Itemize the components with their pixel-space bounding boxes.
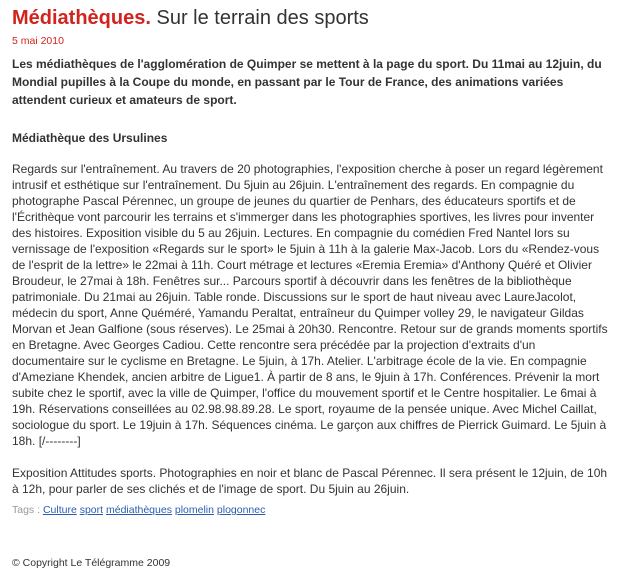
article-lead: Les médiathèques de l'agglomération de Quimper se mettent à la page du sport. Du 11mai au 12juin, du Mondial pupilles à la Coupe du monde, en passant par le Tour de France, des animations variées attendent curieux et amateurs de sport. (12, 57, 602, 107)
tag-link[interactable]: plomelin (174, 504, 214, 516)
tags-label: Tags : (12, 504, 41, 516)
article-body (12, 161, 610, 497)
body-paragraph: Exposition Attitudes sports. Photographies en noir et blanc de Pascal Pérennec. Il sera présent le 12juin, de 10h à 12h, pour parler de ses clichés et de l'image de sport. Du 5juin au 26juin. (12, 466, 608, 496)
tag-link[interactable]: plogonnec (216, 504, 266, 516)
copyright-footer: © Copyright Le Télégramme 2009 (12, 557, 171, 569)
tag-link[interactable]: sport (79, 504, 104, 516)
tag-link[interactable]: médiathèques (105, 504, 172, 516)
title-headline: Sur le terrain des sports (156, 7, 369, 29)
body-paragraph: Regards sur l'entraînement. Au travers de 20 photographies, l'exposition cherche à poser un regard légèrement intrusif et esthétique sur l'entraînement. Du 5juin au 26juin. L'entraînement des regards. En compagnie du photographe Pascal Pérennec, un groupe de jeunes du quartier de Penhars, des éducateurs sportifs et de l'Écrithèque vont parcourir les terrains et s'immerger dans les photographies sportives, les livres pour inventer des histoires. Exposition visible du 5 au 26juin. Lectures. En compagnie du comédien Fred Nantel lors su vernissage de l'exposition «Regards sur le sport» le 5juin à 11h à la galerie Max-Jacob. Lors du «Rendez-vous de l'esprit de la lettre» le 22mai à 11h. Court métrage et lectures «Eremia Eremia» d'Anthony Quéré et Olivier Broudeur, le 27mai à 18h. Fenêtres sur... Parcours sportif à découvrir dans les fenêtres de la bibliothèque patrimoniale. Du 21mai au 26juin. Table ronde. Discussions sur le sport de haut niveau avec LaureJacolot, médecin du sport, Anne Quéméré, Yamandu Peraltat, entraîneur du Quimper volley 29, le navigateur Gildas Morvan et Jean Galfione (sous réserves). Le 25mai à 20h30. Rencontre. Retour sur de grands moments sportifs en Bretagne. Avec Georges Cadiou. Cette rencontre sera précédée par la projection d'extraits d'un documentaire sur le cyclisme en Bretagne. Le 5juin, à 17h. Atelier. L'arbitrage école de la vie. En compagnie d'Ameziane Khendek, ancien arbitre de Ligue1. À partir de 8 ans, le 9juin à 17h. Conférences. Prévenir la mort subite chez le sportif, avec la ville de Quimper, l'office du mouvement sportif et le Centre hospitalier. Le 6mai à 19h. Réservations conseillées au 02.98.98.89.28. Le sport, royaume de la pensée unique. Avec Michel Caillat, sociologue du sport. Le 19juin à 17h. Séquences cinéma. Le garçon aux chiffres de Pierrick Guimard. Le 5juin à 18h. [/--------] (12, 162, 608, 448)
section-heading: Médiathèque des Ursulines (12, 131, 168, 145)
article-title (12, 6, 610, 30)
article (12, 6, 610, 517)
publication-date: 5 mai 2010 (12, 35, 64, 47)
tags-row (12, 503, 610, 517)
tag-link[interactable]: Culture (42, 504, 77, 516)
title-kicker: Médiathèques. (12, 7, 151, 29)
